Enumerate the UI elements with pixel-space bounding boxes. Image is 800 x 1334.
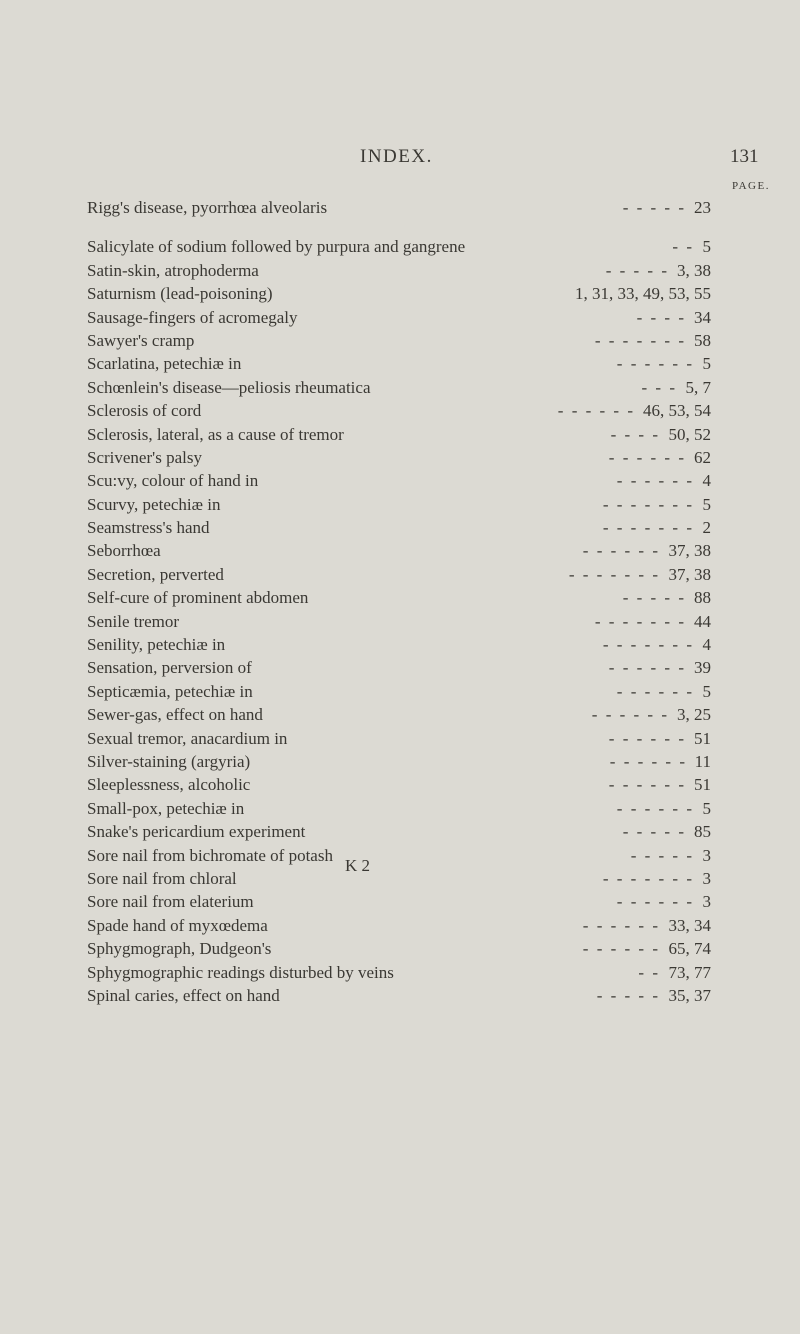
index-entry xyxy=(87,797,797,820)
entry-label: Sleeplessness, alcoholic xyxy=(87,775,251,795)
entry-pages: 51 xyxy=(694,775,711,795)
entry-pages: 73, 77 xyxy=(668,962,711,982)
page-number: 131 xyxy=(730,146,759,167)
entry-leader: - - - - - - xyxy=(582,939,660,959)
entry-pages: 37, 38 xyxy=(668,541,711,561)
entry-label: Salicylate of sodium followed by purpura and gangrene xyxy=(87,237,466,257)
index-entry xyxy=(87,680,797,703)
entry-leader: - - - - - - xyxy=(616,681,694,701)
entry-label: Scrivener's palsy xyxy=(87,447,202,467)
index-entry xyxy=(87,867,797,890)
entry-leader: - - xyxy=(638,962,660,982)
entry-label: Satin-skin, atrophoderma xyxy=(87,260,259,280)
entry-pages: 3 xyxy=(702,892,711,912)
entry-leader: - - - - xyxy=(636,307,686,327)
entry-leader: - - - - - xyxy=(630,845,694,865)
index-entry xyxy=(87,329,797,352)
index-entry xyxy=(87,820,797,843)
entry-leader: - - - - - - - xyxy=(602,494,694,514)
entry-pages: 23 xyxy=(694,198,711,217)
index-entry xyxy=(87,773,797,796)
index-entry xyxy=(87,423,797,446)
entry-pages: 1, 31, 33, 49, 53, 55 xyxy=(575,284,711,304)
index-entry xyxy=(87,656,797,679)
entry-pages: 4 xyxy=(702,635,711,655)
entry-leader: - - - - - - xyxy=(608,728,686,748)
entry-label: Sphygmographic readings disturbed by veins xyxy=(87,962,394,982)
page-header xyxy=(0,146,800,176)
index-entry xyxy=(87,469,797,492)
entry-pages: 35, 37 xyxy=(668,985,711,1005)
entry-leader: - - - xyxy=(641,377,677,397)
entry-leader: - - - - - - xyxy=(608,658,686,678)
entry-label: Spade hand of myxœdema xyxy=(87,915,268,935)
entry-label: Secretion, perverted xyxy=(87,564,224,584)
entry-pages: 3 xyxy=(702,845,711,865)
entry-leader: - - - - - - - xyxy=(594,611,686,631)
entry-label: Snake's pericardium experiment xyxy=(87,822,306,842)
entry-label: Seborrhœa xyxy=(87,541,161,561)
entry-leader: - - - - - xyxy=(622,198,686,217)
index-entry xyxy=(87,727,797,750)
entry-label: Saturnism (lead-poisoning) xyxy=(87,284,273,304)
index-entry xyxy=(87,539,797,562)
entry-pages: 44 xyxy=(694,611,711,631)
entry-leader: - - - - - - xyxy=(609,751,687,771)
entry-label: Rigg's disease, pyorrhœa alveolaris xyxy=(87,198,328,217)
entry-pages: 2 xyxy=(702,518,711,538)
entry-leader: - - - - - - xyxy=(616,798,694,818)
entry-pages: 33, 34 xyxy=(668,915,711,935)
entry-label: Sexual tremor, anacardium in xyxy=(87,728,288,748)
entry-pages: 3 xyxy=(702,868,711,888)
index-entry xyxy=(87,961,797,984)
entry-leader: - - - - - - xyxy=(616,354,694,374)
index-entry xyxy=(87,633,797,656)
entry-pages: 88 xyxy=(694,588,711,608)
entry-label: Sclerosis, lateral, as a cause of tremor xyxy=(87,424,344,444)
index-entry xyxy=(87,235,797,258)
entry-pages: 4 xyxy=(702,471,711,491)
entry-leader: - - xyxy=(672,237,694,257)
signature-mark: K 2 xyxy=(345,856,371,875)
entry-pages: 11 xyxy=(694,751,711,771)
index-entry xyxy=(87,937,797,960)
index-entry xyxy=(87,446,797,469)
entry-leader: - - - - - - xyxy=(608,775,686,795)
entry-pages: 85 xyxy=(694,822,711,842)
entry-leader: - - - - - - - xyxy=(568,564,660,584)
index-entry xyxy=(87,586,797,609)
entry-pages: 5 xyxy=(702,494,711,514)
entry-label: Scarlatina, petechiæ in xyxy=(87,354,242,374)
entry-label: Sausage-fingers of acromegaly xyxy=(87,307,298,327)
entry-leader: - - - - - - xyxy=(557,401,635,421)
entry-leader: - - - - - - - xyxy=(602,868,694,888)
index-entry xyxy=(87,703,797,726)
entry-leader: - - - - - - xyxy=(616,892,694,912)
entry-label: Sore nail from chloral xyxy=(87,868,237,888)
page-title: INDEX. xyxy=(360,146,433,167)
entry-label: Sclerosis of cord xyxy=(87,401,202,421)
entry-pages: 3, 25 xyxy=(677,705,711,725)
entry-pages: 34 xyxy=(694,307,711,327)
index-entry xyxy=(87,352,797,375)
entry-pages: 65, 74 xyxy=(668,939,711,959)
entry-leader: - - - - - - xyxy=(608,447,686,467)
index-entry xyxy=(87,610,797,633)
entry-label: Scurvy, petechiæ in xyxy=(87,494,221,514)
entry-label: Sore nail from bichromate of potash xyxy=(87,845,333,865)
entry-leader: - - - - - xyxy=(596,985,660,1005)
entry-label: Seamstress's hand xyxy=(87,518,210,538)
index-entry xyxy=(87,493,797,516)
entry-label: Sawyer's cramp xyxy=(87,330,195,350)
entry-label: Self-cure of prominent abdomen xyxy=(87,588,309,608)
entry-label: Sphygmograph, Dudgeon's xyxy=(87,939,272,959)
entry-label: Sore nail from elaterium xyxy=(87,892,254,912)
index-entries xyxy=(87,196,797,1007)
entry-pages: 46, 53, 54 xyxy=(643,401,711,421)
entry-label: Small-pox, petechiæ in xyxy=(87,798,245,818)
entry-pages: 50, 52 xyxy=(668,424,711,444)
entry-leader: - - - - - - xyxy=(591,705,669,725)
entry-label: Silver-staining (argyria) xyxy=(87,751,251,771)
index-entry xyxy=(87,399,797,422)
entry-leader: - - - - - - - xyxy=(602,635,694,655)
index-entry xyxy=(87,914,797,937)
entry-pages: 3, 38 xyxy=(677,260,711,280)
page-column-label: PAGE. xyxy=(732,180,770,192)
index-entry xyxy=(87,844,797,867)
index-entry xyxy=(87,750,797,773)
entry-label: Schœnlein's disease—peliosis rheumatica xyxy=(87,377,371,397)
entry-label: Sewer-gas, effect on hand xyxy=(87,705,263,725)
entry-leader: - - - - - xyxy=(622,588,686,608)
entry-leader: - - - - xyxy=(610,424,660,444)
entry-label: Senile tremor xyxy=(87,611,180,631)
entry-leader: - - - - - - - xyxy=(594,330,686,350)
entry-label: Senility, petechiæ in xyxy=(87,635,226,655)
index-entry xyxy=(87,376,797,399)
entry-leader: - - - - - xyxy=(605,260,669,280)
index-entry xyxy=(87,196,797,219)
entry-pages: 62 xyxy=(694,447,711,467)
entry-leader: - - - - - - xyxy=(582,915,660,935)
entry-label: Spinal caries, effect on hand xyxy=(87,985,280,1005)
entry-label: Sensation, perversion of xyxy=(87,658,252,678)
entry-pages: 51 xyxy=(694,728,711,748)
index-entry xyxy=(87,890,797,913)
entry-pages: 5 xyxy=(702,798,711,818)
entry-leader: - - - - - - xyxy=(582,541,660,561)
entry-pages: 5 xyxy=(702,681,711,701)
entry-pages: 5 xyxy=(702,354,711,374)
entry-pages: 58 xyxy=(694,330,711,350)
index-entry xyxy=(87,306,797,329)
entry-leader: - - - - - xyxy=(622,822,686,842)
entry-leader: - - - - - - xyxy=(616,471,694,491)
entry-leader: - - - - - - - xyxy=(602,518,694,538)
entry-label: Scu:vy, colour of hand in xyxy=(87,471,259,491)
entry-pages: 37, 38 xyxy=(668,564,711,584)
index-entry xyxy=(87,984,797,1007)
index-entry xyxy=(87,563,797,586)
entry-label: Septicæmia, petechiæ in xyxy=(87,681,253,701)
index-entry xyxy=(87,516,797,539)
entry-pages: 39 xyxy=(694,658,711,678)
index-entry xyxy=(87,282,797,305)
entry-pages: 5, 7 xyxy=(685,377,711,397)
index-entry xyxy=(87,259,797,282)
entry-pages: 5 xyxy=(702,237,711,257)
